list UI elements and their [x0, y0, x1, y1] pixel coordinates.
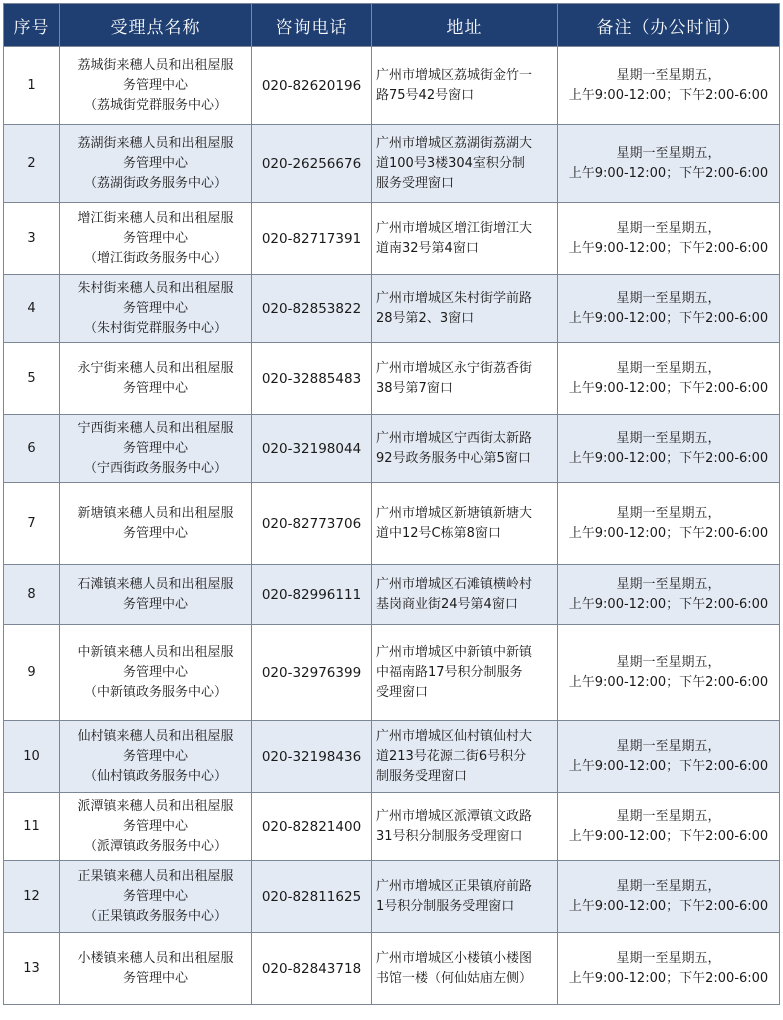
hours-line: 星期一至星期五， — [616, 505, 721, 521]
row-number: 10 — [4, 721, 60, 793]
address-line: 广州市增城区石滩镇横岭村 — [376, 576, 533, 592]
hours-line: 星期一至星期五， — [616, 290, 721, 306]
phone-number: 020-32198044 — [252, 415, 372, 483]
address — [372, 625, 558, 721]
name-line: 派潭镇来穗人员和出租屋服 — [77, 798, 234, 814]
header-address: 地址 — [372, 4, 558, 47]
address — [372, 343, 558, 415]
address — [372, 415, 558, 483]
row-number: 8 — [4, 565, 60, 625]
row-number: 1 — [4, 47, 60, 125]
hours-line: 上午9:00-12:00；下午2:00-6:00 — [568, 165, 769, 181]
name-line: （增江街政务服务中心） — [83, 250, 227, 266]
office-hours — [558, 483, 780, 565]
office-hours — [558, 47, 780, 125]
row-number: 9 — [4, 625, 60, 721]
phone-number: 020-26256676 — [252, 125, 372, 203]
hours-line: 星期一至星期五， — [616, 738, 721, 754]
row-number: 2 — [4, 125, 60, 203]
hours-line: 星期一至星期五， — [616, 950, 721, 966]
address — [372, 203, 558, 275]
name-line: 小楼镇来穗人员和出租屋服 — [77, 950, 234, 966]
hours-line: 上午9:00-12:00；下午2:00-6:00 — [568, 450, 769, 466]
name-line: 务管理中心 — [122, 230, 188, 246]
address-line: 制服务受理窗口 — [376, 768, 468, 784]
service-point-name — [60, 861, 252, 933]
office-hours — [558, 343, 780, 415]
hours-line: 上午9:00-12:00；下午2:00-6:00 — [568, 674, 769, 690]
hours-line: 上午9:00-12:00；下午2:00-6:00 — [568, 898, 769, 914]
name-line: 正果镇来穗人员和出租屋服 — [77, 868, 234, 884]
name-line: 务管理中心 — [122, 888, 188, 904]
name-line: 务管理中心 — [122, 818, 188, 834]
service-point-name — [60, 793, 252, 861]
name-line: 石滩镇来穗人员和出租屋服 — [77, 576, 234, 592]
office-hours — [558, 933, 780, 1005]
phone-number: 020-82620196 — [252, 47, 372, 125]
phone-number: 020-82843718 — [252, 933, 372, 1005]
service-point-name — [60, 625, 252, 721]
row-number: 11 — [4, 793, 60, 861]
hours-line: 星期一至星期五， — [616, 360, 721, 376]
row-number: 5 — [4, 343, 60, 415]
header-phone: 咨询电话 — [252, 4, 372, 47]
address-line: 广州市增城区宁西街太新路 — [376, 430, 533, 446]
hours-line: 上午9:00-12:00；下午2:00-6:00 — [568, 240, 769, 256]
name-line: （仙村镇政务服务中心） — [83, 768, 227, 784]
address-line: 广州市增城区小楼镇小楼图 — [376, 950, 533, 966]
address — [372, 483, 558, 565]
office-hours — [558, 565, 780, 625]
address — [372, 47, 558, 125]
table-row — [4, 203, 780, 275]
hours-line: 星期一至星期五， — [616, 808, 721, 824]
address-line: 92号政务服务中心第5窗口 — [376, 450, 531, 466]
name-line: 务管理中心 — [122, 748, 188, 764]
name-line: 务管理中心 — [122, 525, 188, 541]
name-line: （荔城街党群服务中心） — [83, 97, 227, 113]
hours-line: 上午9:00-12:00；下午2:00-6:00 — [568, 970, 769, 986]
phone-number: 020-32198436 — [252, 721, 372, 793]
hours-line: 上午9:00-12:00；下午2:00-6:00 — [568, 525, 769, 541]
address-line: 广州市增城区增江街增江大 — [376, 220, 533, 236]
hours-line: 上午9:00-12:00；下午2:00-6:00 — [568, 828, 769, 844]
table-row — [4, 933, 780, 1005]
hours-line: 星期一至星期五， — [616, 220, 721, 236]
header-remarks: 备注（办公时间） — [558, 4, 780, 47]
name-line: （朱村街党群服务中心） — [83, 320, 227, 336]
name-line: 朱村街来穗人员和出租屋服 — [77, 280, 234, 296]
phone-number: 020-82773706 — [252, 483, 372, 565]
table-row — [4, 415, 780, 483]
address — [372, 933, 558, 1005]
office-hours — [558, 125, 780, 203]
phone-number: 020-32885483 — [252, 343, 372, 415]
phone-number: 020-82811625 — [252, 861, 372, 933]
hours-line: 上午9:00-12:00；下午2:00-6:00 — [568, 87, 769, 103]
address-line: 广州市增城区朱村街学前路 — [376, 290, 533, 306]
hours-line: 上午9:00-12:00；下午2:00-6:00 — [568, 310, 769, 326]
address-line: 服务受理窗口 — [376, 175, 455, 191]
address-line: 1号积分制服务受理窗口 — [376, 898, 515, 914]
service-points-table — [3, 3, 780, 1005]
name-line: 务管理中心 — [122, 300, 188, 316]
address — [372, 793, 558, 861]
office-hours — [558, 793, 780, 861]
name-line: 务管理中心 — [122, 596, 188, 612]
service-point-name — [60, 125, 252, 203]
hours-line: 上午9:00-12:00；下午2:00-6:00 — [568, 380, 769, 396]
address-line: 道100号3楼304室积分制 — [376, 155, 525, 171]
name-line: 务管理中心 — [122, 380, 188, 396]
table-row — [4, 625, 780, 721]
phone-number: 020-82717391 — [252, 203, 372, 275]
address-line: 31号积分制服务受理窗口 — [376, 828, 523, 844]
row-number: 4 — [4, 275, 60, 343]
service-point-name — [60, 343, 252, 415]
address — [372, 861, 558, 933]
name-line: 增江街来穗人员和出租屋服 — [77, 210, 234, 226]
name-line: （派潭镇政务服务中心） — [83, 838, 227, 854]
table-row — [4, 721, 780, 793]
hours-line: 星期一至星期五， — [616, 878, 721, 894]
name-line: 宁西街来穗人员和出租屋服 — [77, 420, 234, 436]
phone-number: 020-82996111 — [252, 565, 372, 625]
address — [372, 565, 558, 625]
name-line: 务管理中心 — [122, 440, 188, 456]
office-hours — [558, 625, 780, 721]
phone-number: 020-32976399 — [252, 625, 372, 721]
row-number: 3 — [4, 203, 60, 275]
table-row — [4, 483, 780, 565]
name-line: （中新镇政务服务中心） — [83, 684, 227, 700]
table-row — [4, 861, 780, 933]
table-row — [4, 275, 780, 343]
address-line: 道南32号第4窗口 — [376, 240, 479, 256]
name-line: 仙村镇来穗人员和出租屋服 — [77, 728, 234, 744]
name-line: （正果镇政务服务中心） — [83, 908, 227, 924]
table-row — [4, 125, 780, 203]
name-line: （荔湖街政务服务中心） — [83, 175, 227, 191]
address-line: 道213号花源二街6号积分 — [376, 748, 527, 764]
table-header — [4, 4, 780, 47]
hours-line: 星期一至星期五， — [616, 654, 721, 670]
office-hours — [558, 415, 780, 483]
header-number: 序号 — [4, 4, 60, 47]
name-line: 务管理中心 — [122, 970, 188, 986]
service-point-name — [60, 47, 252, 125]
name-line: （宁西街政务服务中心） — [83, 460, 227, 476]
table-row — [4, 343, 780, 415]
hours-line: 星期一至星期五， — [616, 430, 721, 446]
address-line: 广州市增城区永宁街荔香街 — [376, 360, 533, 376]
hours-line: 星期一至星期五， — [616, 145, 721, 161]
address-line: 28号第2、3窗口 — [376, 310, 475, 326]
address-line: 路75号42号窗口 — [376, 87, 475, 103]
row-number: 12 — [4, 861, 60, 933]
address-line: 书馆一楼（何仙姑庙左侧） — [376, 970, 533, 986]
address-line: 广州市增城区中新镇中新镇 — [376, 644, 533, 660]
address-line: 广州市增城区正果镇府前路 — [376, 878, 533, 894]
phone-number: 020-82853822 — [252, 275, 372, 343]
address-line: 广州市增城区荔湖街荔湖大 — [376, 135, 533, 151]
name-line: 荔湖街来穗人员和出租屋服 — [77, 135, 234, 151]
service-point-name — [60, 203, 252, 275]
office-hours — [558, 861, 780, 933]
address-line: 基岗商业街24号第4窗口 — [376, 596, 518, 612]
address-line: 道中12号C栋第8窗口 — [376, 525, 501, 541]
office-hours — [558, 275, 780, 343]
address-line: 38号第7窗口 — [376, 380, 453, 396]
address — [372, 275, 558, 343]
hours-line: 上午9:00-12:00；下午2:00-6:00 — [568, 758, 769, 774]
address — [372, 721, 558, 793]
service-point-name — [60, 275, 252, 343]
header-row — [4, 4, 780, 47]
name-line: 务管理中心 — [122, 77, 188, 93]
service-point-name — [60, 721, 252, 793]
office-hours — [558, 203, 780, 275]
service-point-name — [60, 565, 252, 625]
table-row — [4, 47, 780, 125]
header-name: 受理点名称 — [60, 4, 252, 47]
service-point-name — [60, 933, 252, 1005]
address-line: 受理窗口 — [376, 684, 429, 700]
name-line: 务管理中心 — [122, 664, 188, 680]
row-number: 6 — [4, 415, 60, 483]
address — [372, 125, 558, 203]
address-line: 广州市增城区新塘镇新塘大 — [376, 505, 533, 521]
service-point-name — [60, 415, 252, 483]
address-line: 广州市增城区派潭镇文政路 — [376, 808, 533, 824]
address-line: 中福南路17号积分制服务 — [376, 664, 523, 680]
hours-line: 上午9:00-12:00；下午2:00-6:00 — [568, 596, 769, 612]
address-line: 广州市增城区仙村镇仙村大 — [376, 728, 533, 744]
service-point-name — [60, 483, 252, 565]
phone-number: 020-82821400 — [252, 793, 372, 861]
name-line: 中新镇来穗人员和出租屋服 — [77, 644, 234, 660]
name-line: 荔城街来穗人员和出租屋服 — [77, 57, 234, 73]
table-body — [4, 47, 780, 1005]
hours-line: 星期一至星期五， — [616, 576, 721, 592]
row-number: 13 — [4, 933, 60, 1005]
table-row — [4, 565, 780, 625]
name-line: 务管理中心 — [122, 155, 188, 171]
hours-line: 星期一至星期五， — [616, 67, 721, 83]
table-row — [4, 793, 780, 861]
name-line: 新塘镇来穗人员和出租屋服 — [77, 505, 234, 521]
address-line: 广州市增城区荔城街金竹一 — [376, 67, 533, 83]
office-hours — [558, 721, 780, 793]
name-line: 永宁街来穗人员和出租屋服 — [77, 360, 234, 376]
row-number: 7 — [4, 483, 60, 565]
